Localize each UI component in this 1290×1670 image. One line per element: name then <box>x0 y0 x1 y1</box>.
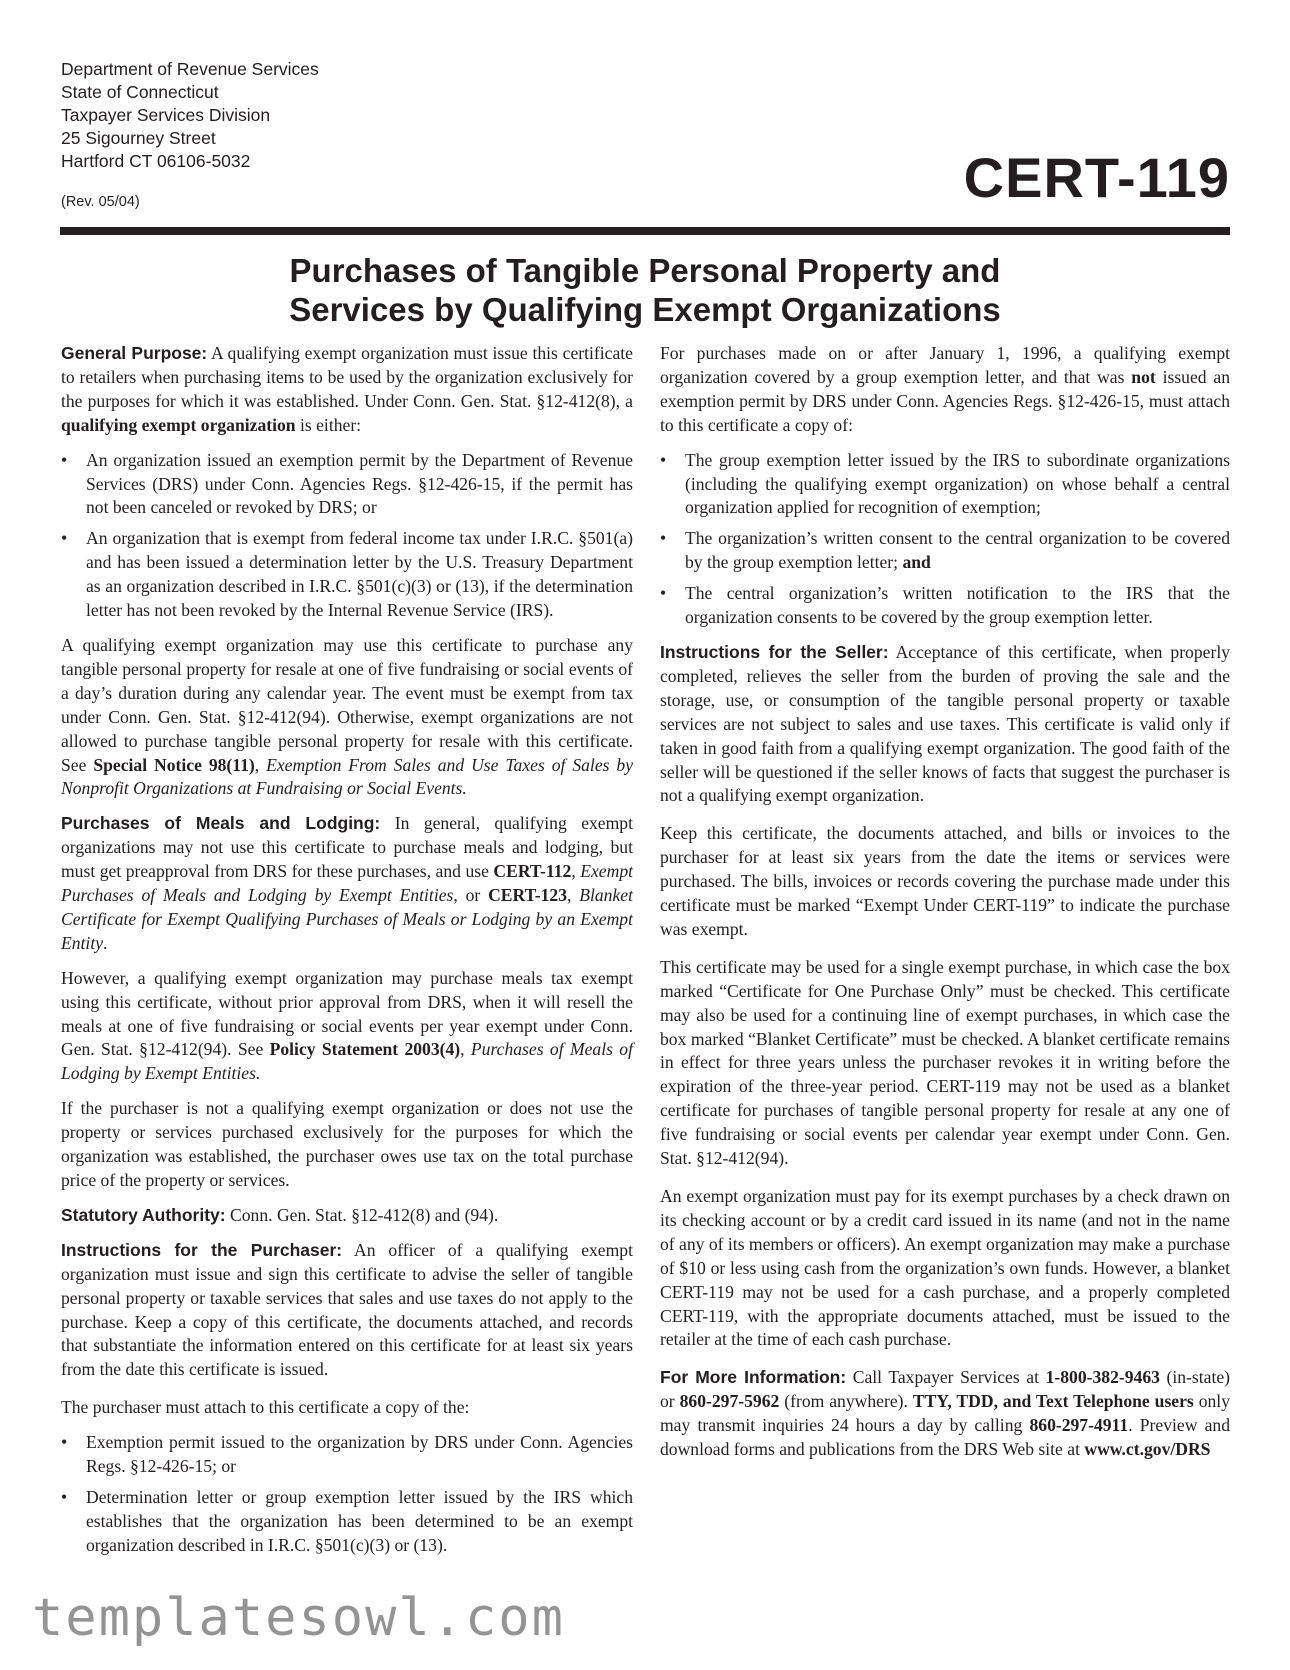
agency-address <box>61 58 319 173</box>
watermark: templatesowl.com <box>32 1588 565 1648</box>
right-column <box>660 342 1230 1473</box>
attach-paragraph: The purchaser must attach to this certificate a copy of the: <box>61 1397 470 1418</box>
drs-website-link[interactable]: www.ct.gov/DRS <box>1084 1439 1211 1460</box>
title-line-2: Services by Qualifying Exempt Organizations <box>289 291 1001 328</box>
agency-line: 25 Sigourney Street <box>61 128 216 148</box>
left-column <box>61 342 633 1569</box>
statutory-authority-heading: Statutory Authority: <box>61 1204 226 1225</box>
purchaser-instructions-heading: Instructions for the Purchaser: <box>61 1239 343 1260</box>
phone-anywhere: 860-297-5962 <box>679 1391 780 1412</box>
seller-instructions-paragraph: Instructions for the Seller: Acceptance of this certificate, when properly completed, relieves the seller from the burden of proving the sale and the storage, use, or consumption of the tangible personal property or taxable services are not subject to sales and use taxes. This certificate is valid only if taken in good faith from a qualifying exempt organization. The good faith of the seller will be questioned if the seller knows of facts that suggest the purchaser is not a qualifying exempt organization. <box>660 641 1231 806</box>
agency-line: Department of Revenue Services <box>61 59 319 79</box>
use-tax-paragraph: If the purchaser is not a qualifying exempt organization or does not use the property or services purchased exclusively for the purposes for which the organization was established, the purchaser owes use tax on the total purchase price of the property or services. <box>61 1098 633 1190</box>
group-exemption-paragraph: For purchases made on or after January 1, 1996, a qualifying exempt organization covered by a group exemption letter, and that was not issued an exemption permit by DRS under Conn. Agencies Regs. §12-426-15, must attach to this certificate a copy of: <box>660 343 1230 435</box>
general-purpose-paragraph: General Purpose: A qualifying exempt organization must issue this certificate to retailers when purchasing items to be used by the organization exclusively for the purposes for which it was established. Under Conn. Gen. Stat. §12-412(8), a qualifying exempt organization is either: <box>61 343 633 435</box>
statutory-authority-paragraph: Statutory Authority: Conn. Gen. Stat. §12-412(8) and (94). <box>61 1204 499 1225</box>
page-title <box>0 251 1290 329</box>
phone-instate: 1-800-382-9463 <box>1045 1367 1160 1388</box>
list-item: • The group exemption letter issued by the IRS to subordinate organizations (including the qualifying exempt organization) on whose behalf a central organization applied for recognition of exemption; <box>660 449 1230 521</box>
header-rule <box>60 227 1230 235</box>
single-blanket-paragraph: This certificate may be used for a single exempt purchase, in which case the box marked “Certificate for One Purchase Only” must be checked. This certificate may also be used for a continuing line of exempt purchases, in which case the box marked “Blanket Certificate” must be checked. A blanket certificate remains in effect for three years unless the purchaser revokes it in writing before the expiration of the three-year period. CERT-119 may not be used as a blanket certificate for purchases of tangible personal property for resale at any one of five fundraising or social events per calendar year exempt under Conn. Gen. Stat. §12-412(94). <box>660 956 1230 1169</box>
agency-line: Hartford CT 06106-5032 <box>61 151 251 171</box>
list-item: • Determination letter or group exemption letter issued by the IRS which establishes that the organization has been determined to be an exempt organization described in I.R.C. §501(c)(3) or (13). <box>61 1486 633 1558</box>
general-purpose-heading: General Purpose: <box>61 343 208 363</box>
form-number: CERT-119 <box>963 146 1230 209</box>
more-information-heading: For More Information: <box>660 1367 847 1388</box>
payment-paragraph: An exempt organization must pay for its exempt purchases by a check drawn on its checking account or by a credit card issued in its name (and not in the name of any of its members or officers). An exempt organization may make a purchase of $10 or less using cash from the organization’s own funds. However, a blanket CERT-119 may not be used for a cash purchase, and a properly completed CERT-119, with the appropriate documents attached, must be issued to the retailer at the time of each cash purchase. <box>660 1186 1230 1350</box>
group-exemption-list <box>660 449 1230 630</box>
agency-line: Taxpayer Services Division <box>61 105 271 125</box>
list-item: • An organization that is exempt from federal income tax under I.R.C. §501(a) and has been issued a determination letter by the U.S. Treasury Department as an organization described in I.R.C. §501(c)(3) or (13), if the determination letter has not been revoked by the Internal Revenue Service (IRS). <box>61 527 633 623</box>
phone-tty: 860-297-4911 <box>1029 1415 1129 1436</box>
qualifying-org-list <box>61 449 633 623</box>
seller-instructions-heading: Instructions for the Seller: <box>660 641 889 662</box>
purchaser-instructions-paragraph: Instructions for the Purchaser: An officer of a qualifying exempt organization must issue and sign this certificate to advise the seller of tangible personal property or taxable services that sales and use taxes do not apply to the purchase. Keep a copy of this certificate, the documents attached, and records that substantiate the information entered on this certificate for at least six years from the date this certificate is issued. <box>61 1239 633 1380</box>
attachment-list <box>61 1431 633 1558</box>
list-item: • Exemption permit issued to the organization by DRS under Conn. Agencies Regs. §12-426-15; or <box>61 1431 633 1479</box>
record-keeping-paragraph: Keep this certificate, the documents attached, and bills or invoices to the purchaser for at least six years from the date the items or services were purchased. The bills, invoices or records covering the purchase made under this certificate must be marked “Exempt Under CERT-119” to indicate the purchase was exempt. <box>660 823 1230 939</box>
however-paragraph: However, a qualifying exempt organization may purchase meals tax exempt using this certificate, without prior approval from DRS, when it will resell the meals at one of five fundraising or social events per year exempt under Conn. Gen. Stat. §12-412(94). See Policy Statement 2003(4), Purchases of Meals of Lodging by Exempt Entities. <box>61 967 633 1084</box>
resale-paragraph: A qualifying exempt organization may use this certificate to purchase any tangible personal property for resale at one of five fundraising or social events of a day’s duration during any calendar year. The event must be exempt from tax under Conn. Gen. Stat. §12-412(94). Otherwise, exempt organizations are not allowed to purchase tangible personal property for resale with this certificate. See Special Notice 98(11), Exemption From Sales and Use Taxes of Sales by Nonprofit Organizations at Fundraising or Social Events. <box>61 634 634 799</box>
list-item: • The organization’s written consent to the central organization to be covered by the group exemption letter; and <box>660 527 1230 575</box>
list-item: • An organization issued an exemption permit by the Department of Revenue Services (DRS) under Conn. Agencies Regs. §12-426-15, if the permit has not been canceled or revoked by DRS; or <box>61 449 633 521</box>
agency-line: State of Connecticut <box>61 82 219 102</box>
meals-lodging-heading: Purchases of Meals and Lodging: <box>61 813 381 834</box>
title-line-1: Purchases of Tangible Personal Property and <box>289 252 1001 289</box>
meals-lodging-paragraph: Purchases of Meals and Lodging: In general, qualifying exempt organizations may not use this certificate to purchase meals and lodging, but must get preapproval from DRS for these purchases, and use CERT-112, Exempt Purchases of Meals and Lodging by Exempt Entities, or CERT-123, Blanket Certificate for Exempt Qualifying Purchases of Meals or Lodging by an Exempt Entity. <box>61 813 634 953</box>
revision-date: (Rev. 05/04) <box>61 194 140 210</box>
more-information-paragraph: For More Information: Call Taxpayer Services at 1-800-382-9463 (in-state) or 860-297-5962 (from anywhere). TTY, TDD, and Text Telephone users only may transmit inquiries 24 hours a day by calling 860-297-4911. Preview and download forms and publications from the DRS Web site at www.ct.gov/DRS <box>660 1367 1231 1460</box>
list-item: • The central organization’s written notification to the IRS that the organization consents to be covered by the group exemption letter. <box>660 582 1230 630</box>
